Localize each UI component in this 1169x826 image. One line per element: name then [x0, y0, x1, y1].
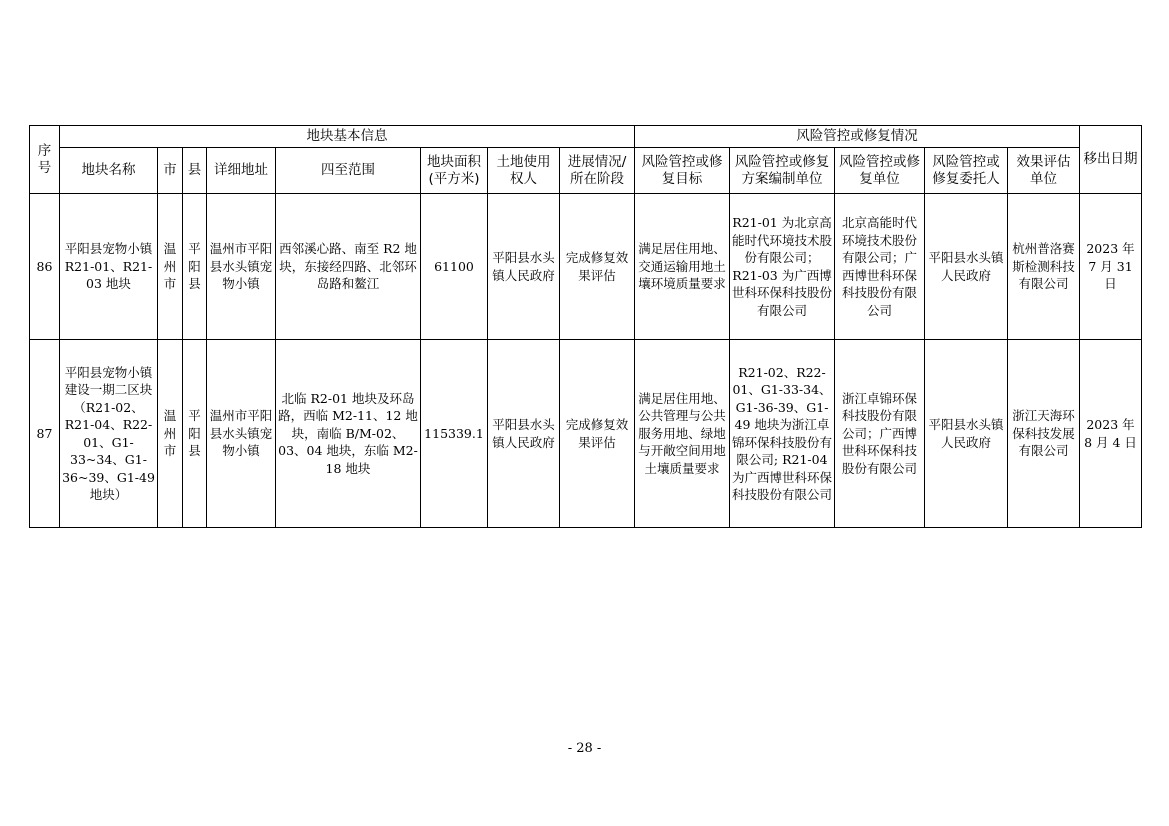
cell-removal-date: 2023 年 7 月 31 日 [1080, 194, 1142, 340]
cell-bounds: 北临 R2-01 地块及环岛路，西临 M2-11、12 地块，南临 B/M-02、03、04 地块，东临 M2-18 地块 [276, 340, 421, 528]
cell-eval-unit: 浙江天海环保科技发展有限公司 [1008, 340, 1080, 528]
cell-city: 温州市 [158, 194, 183, 340]
cell-address: 温州市平阳县水头镇宠物小镇 [207, 340, 276, 528]
page-number: - 28 - [567, 741, 602, 756]
cell-removal-date: 2023 年 8 月 4 日 [1080, 340, 1142, 528]
cell-county: 平阳县 [183, 340, 207, 528]
cell-address: 温州市平阳县水头镇宠物小镇 [207, 194, 276, 340]
header-area: 地块面积(平方米) [421, 148, 488, 194]
cell-area: 115339.1 [421, 340, 488, 528]
cell-bounds: 西邻溪心路、南至 R2 地块，东接经四路、北邻环岛路和鳌江 [276, 194, 421, 340]
header-seq: 序号 [30, 126, 60, 194]
table-row [30, 194, 1142, 340]
cell-land-user: 平阳县水头镇人民政府 [488, 194, 560, 340]
header-plot-name: 地块名称 [60, 148, 158, 194]
header-client: 风险管控或修复委托人 [925, 148, 1008, 194]
header-address: 详细地址 [207, 148, 276, 194]
cell-plot-name: 平阳县宠物小镇 R21-01、R21-03 地块 [60, 194, 158, 340]
cell-target: 满足居住用地、公共管理与公共服务用地、绿地与开敞空间用地土壤质量要求 [635, 340, 730, 528]
table-row [30, 340, 1142, 528]
cell-progress: 完成修复效果评估 [560, 340, 635, 528]
cell-client: 平阳县水头镇人民政府 [925, 194, 1008, 340]
header-plan-unit: 风险管控或修复方案编制单位 [730, 148, 835, 194]
cell-county: 平阳县 [183, 194, 207, 340]
cell-seq: 86 [30, 194, 60, 340]
cell-client: 平阳县水头镇人民政府 [925, 340, 1008, 528]
header-city: 市 [158, 148, 183, 194]
header-repair-unit: 风险管控或修复单位 [835, 148, 925, 194]
cell-city: 温州市 [158, 340, 183, 528]
header-land-user: 土地使用权人 [488, 148, 560, 194]
cell-plan-unit: R21-01 为北京高能时代环境技术股份有限公司；R21-03 为广西博世科环保科技股份有限公司 [730, 194, 835, 340]
cell-land-user: 平阳县水头镇人民政府 [488, 340, 560, 528]
header-target: 风险管控或修复目标 [635, 148, 730, 194]
cell-plot-name: 平阳县宠物小镇建设一期二区块（R21-02、R21-04、R22-01、G1-33~34、G1-36~39、G1-49 地块） [60, 340, 158, 528]
header-county: 县 [183, 148, 207, 194]
header-removal-date: 移出日期 [1080, 126, 1142, 194]
cell-target: 满足居住用地、交通运输用地土壤环境质量要求 [635, 194, 730, 340]
removed-land-plots-table [29, 125, 1142, 528]
cell-eval-unit: 杭州普洛赛斯检测科技有限公司 [1008, 194, 1080, 340]
header-progress: 进展情况/所在阶段 [560, 148, 635, 194]
header-group-risk-control: 风险管控或修复情况 [635, 126, 1080, 148]
cell-plan-unit: R21-02、R22-01、G1-33-34、G1-36-39、G1-49 地块为浙江卓锦环保科技股份有限公司; R21-04 为广西博世科环保科技股份有限公司 [730, 340, 835, 528]
cell-repair-unit: 北京高能时代环境技术股份有限公司；广西博世科环保科技股份有限公司 [835, 194, 925, 340]
header-group-basic-info: 地块基本信息 [60, 126, 635, 148]
cell-repair-unit: 浙江卓锦环保科技股份有限公司；广西博世科环保科技股份有限公司 [835, 340, 925, 528]
header-bounds: 四至范围 [276, 148, 421, 194]
cell-progress: 完成修复效果评估 [560, 194, 635, 340]
header-eval-unit: 效果评估单位 [1008, 148, 1080, 194]
cell-area: 61100 [421, 194, 488, 340]
cell-seq: 87 [30, 340, 60, 528]
